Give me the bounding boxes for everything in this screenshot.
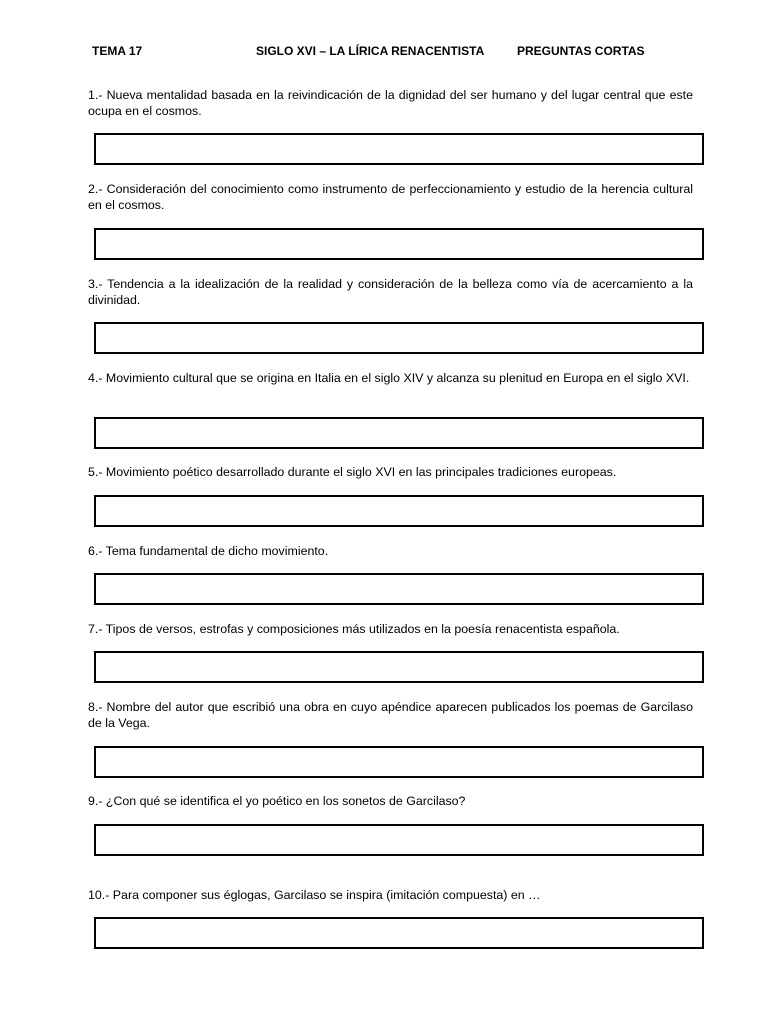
answer-box-4[interactable] xyxy=(94,417,704,449)
question-8: 8.- Nombre del autor que escribió una obra en cuyo apéndice aparecen publicados los poemas de Garcilaso de la Vega. xyxy=(88,700,693,730)
question-4: 4.- Movimiento cultural que se origina en Italia en el siglo XIV y alcanza su plenitud en Europa en el siglo XVI. xyxy=(88,371,690,385)
answer-box-7[interactable] xyxy=(94,651,704,683)
header-tema: TEMA 17 xyxy=(92,44,143,58)
answer-box-8[interactable] xyxy=(94,746,704,778)
question-5: 5.- Movimiento poético desarrollado durante el siglo XVI en las principales tradiciones europeas. xyxy=(88,465,617,479)
answer-box-2[interactable] xyxy=(94,228,704,260)
question-7: 7.- Tipos de versos, estrofas y composiciones más utilizados en la poesía renacentista española. xyxy=(88,622,620,636)
answer-box-3[interactable] xyxy=(94,322,704,354)
question-6: 6.- Tema fundamental de dicho movimiento. xyxy=(88,544,329,558)
answer-box-6[interactable] xyxy=(94,573,704,605)
question-9: 9.- ¿Con qué se identifica el yo poético en los sonetos de Garcilaso? xyxy=(88,794,466,808)
question-1: 1.- Nueva mentalidad basada en la reivindicación de la dignidad del ser humano y del lugar central que este ocupa en el cosmos. xyxy=(88,88,693,118)
header-type: PREGUNTAS CORTAS xyxy=(517,44,645,58)
answer-box-10[interactable] xyxy=(94,917,704,949)
question-10: 10.- Para componer sus églogas, Garcilaso se inspira (imitación compuesta) en … xyxy=(88,888,541,902)
answer-box-5[interactable] xyxy=(94,495,704,527)
answer-box-1[interactable] xyxy=(94,133,704,165)
header-title: SIGLO XVI – LA LÍRICA RENACENTISTA xyxy=(256,44,485,58)
question-2: 2.- Consideración del conocimiento como instrumento de perfeccionamiento y estudio de la herencia cultural en el cosmos. xyxy=(88,182,693,212)
answer-box-9[interactable] xyxy=(94,824,704,856)
question-3: 3.- Tendencia a la idealización de la realidad y consideración de la belleza como vía de acercamiento a la divinidad. xyxy=(88,277,693,307)
